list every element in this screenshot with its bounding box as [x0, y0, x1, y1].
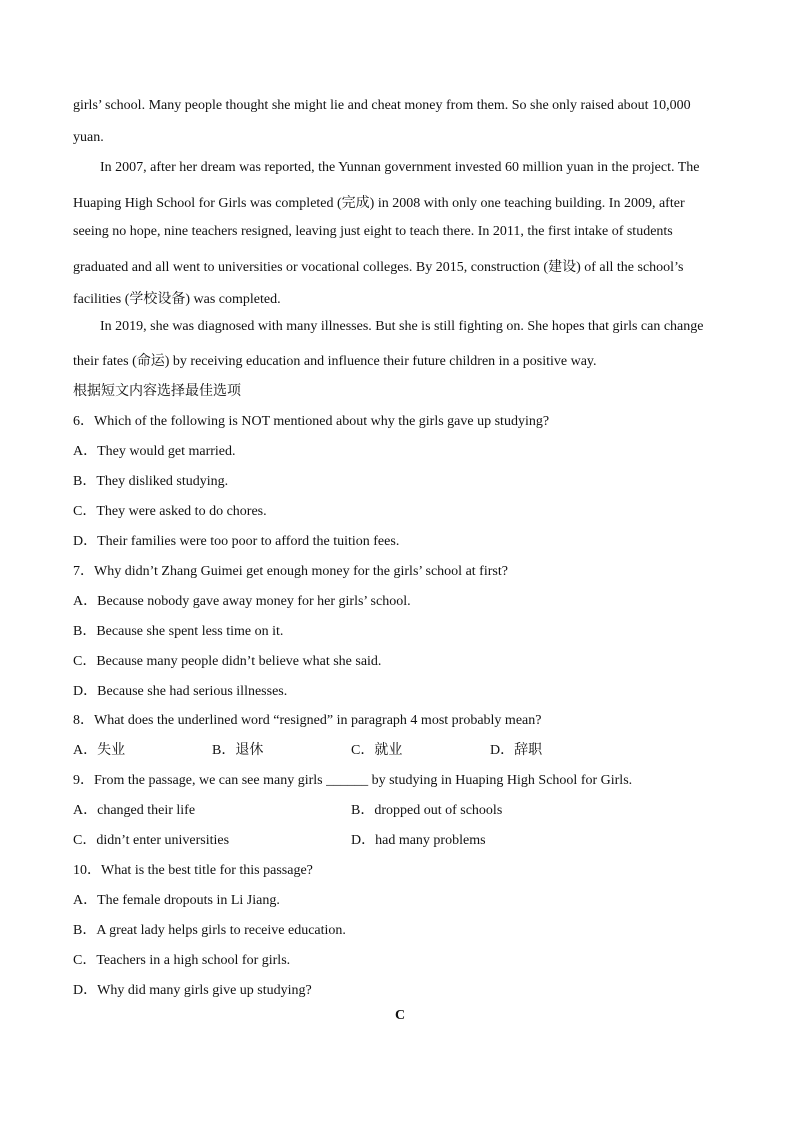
- answer-option: D．Because she had serious illnesses.: [73, 684, 288, 699]
- passage-line: In 2007, after her dream was reported, the Yunnan government invested 60 million yuan in the project. The: [100, 160, 700, 175]
- answer-option: C．就业: [351, 743, 403, 758]
- answer-option: D．辞职: [490, 743, 543, 758]
- answer-option: D．Why did many girls give up studying?: [73, 983, 312, 998]
- passage-line: Huaping High School for Girls was completed (完成) in 2008 with only one teaching building. In 2009, after: [73, 196, 685, 211]
- answer-option: B．Because she spent less time on it.: [73, 624, 284, 639]
- answer-option: B．They disliked studying.: [73, 474, 229, 489]
- passage-line: their fates (命运) by receiving education and influence their future children in a positive way.: [73, 354, 597, 369]
- instruction: 根据短文内容选择最佳选项: [73, 384, 241, 399]
- question-stem: 10．What is the best title for this passage?: [73, 863, 313, 878]
- answer-option: A．They would get married.: [73, 444, 236, 459]
- question-stem: 9．From the passage, we can see many girls ______ by studying in Huaping High School for Girls.: [73, 773, 633, 788]
- passage-line: [73, 130, 104, 146]
- question-stem: 6．Which of the following is NOT mentioned about why the girls gave up studying?: [73, 414, 550, 429]
- passage-line: seeing no hope, nine teachers resigned, leaving just eight to teach there. In 2011, the first intake of students: [73, 224, 673, 239]
- answer-option: B．dropped out of schools: [351, 803, 503, 818]
- question-stem: 7．Why didn’t Zhang Guimei get enough money for the girls’ school at first?: [73, 564, 508, 579]
- answer-option: A．The female dropouts in Li Jiang.: [73, 893, 280, 908]
- answer-option: A．Because nobody gave away money for her girls’ school.: [73, 594, 411, 609]
- answer-option: A．changed their life: [73, 803, 196, 818]
- section-label: C: [394, 1008, 406, 1023]
- answer-option: C．Because many people didn’t believe what she said.: [73, 654, 382, 669]
- answer-option: B．A great lady helps girls to receive education.: [73, 923, 346, 938]
- answer-option: A．失业: [73, 743, 126, 758]
- passage-line: In 2019, she was diagnosed with many illnesses. But she is still fighting on. She hopes that girls can change: [100, 319, 704, 334]
- passage-line: facilities (学校设备) was completed.: [73, 292, 281, 307]
- answer-option: C．didn’t enter universities: [73, 833, 230, 848]
- question-stem: 8．What does the underlined word “resigned” in paragraph 4 most probably mean?: [73, 713, 542, 728]
- answer-option: B．退休: [212, 743, 264, 758]
- answer-option: C．They were asked to do chores.: [73, 504, 267, 519]
- answer-option: D．Their families were too poor to afford the tuition fees.: [73, 534, 400, 549]
- answer-option: D．had many problems: [351, 833, 486, 848]
- answer-option: C．Teachers in a high school for girls.: [73, 953, 291, 968]
- passage-line: girls’ school. Many people thought she might lie and cheat money from them. So she only raised about 10,000: [73, 98, 691, 113]
- passage-line-text: yuan.: [73, 130, 104, 145]
- passage-line: graduated and all went to universities or vocational colleges. By 2015, construction (建设) of all the school’s: [73, 260, 684, 275]
